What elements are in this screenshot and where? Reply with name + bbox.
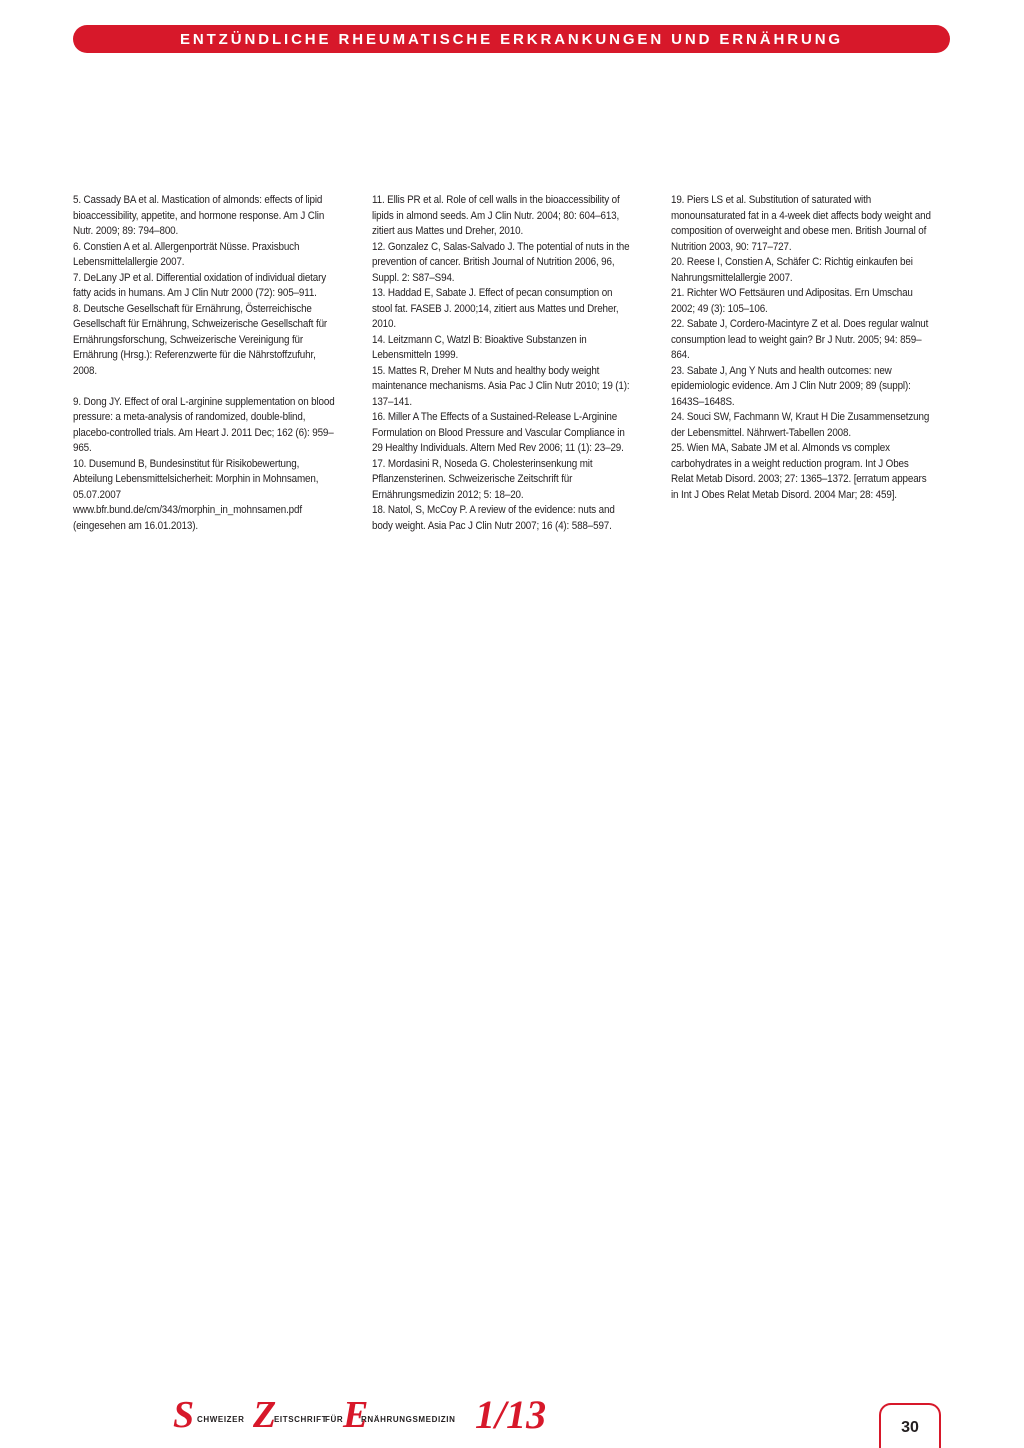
reference-item: 9. Dong JY. Effect of oral L-arginine supplementation on blood pressure: a meta-analysis of randomized, double-blind, placebo-controlled trials. Am Heart J. 2011 Dec; 162 (6): 959–965. (73, 395, 335, 454)
reference-item: 7. DeLany JP et al. Differential oxidation of individual dietary fatty acids in humans. Am J Clin Nutr 2000 (72): 905–911. (73, 271, 327, 299)
logo-word-zeitschrift: EITSCHRIFT (274, 1415, 328, 1424)
header-bar (73, 25, 950, 53)
reference-item: 24. Souci SW, Fachmann W, Kraut H Die Zusammensetzung der Lebensmittel. Nährwert-Tabellen 2008. (671, 411, 930, 439)
reference-item: 5. Cassady BA et al. Mastication of almonds: effects of lipid bioaccessibility, appetite, and hormone response. Am J Clin Nutr. 2009; 89: 794–800. (73, 194, 325, 237)
reference-item: 13. Haddad E, Sabate J. Effect of pecan consumption on stool fat. FASEB J. 2000;14, zitiert aus Mattes und Dreher, 2010. (372, 287, 619, 330)
reference-item: 21. Richter WO Fettsäuren und Adipositas. Ern Umschau 2002; 49 (3): 105–106. (671, 287, 913, 315)
reference-item: 15. Mattes R, Dreher M Nuts and healthy body weight maintenance mechanisms. Asia Pac J Clin Nutr 2010; 19 (1): 137–141. (372, 364, 630, 408)
reference-item: 20. Reese I, Constien A, Schäfer C: Richtig einkaufen bei Nahrungsmittelallergie 2007. (671, 256, 913, 284)
reference-column-3 (671, 193, 933, 503)
logo-word-fuer: FÜR (325, 1415, 344, 1424)
reference-item: 23. Sabate J, Ang Y Nuts and health outcomes: new epidemiologic evidence. Am J Clin Nutr 2009; 89 (suppl): 1643S–1648S. (671, 364, 911, 408)
reference-column-1 (73, 193, 335, 534)
reference-item: 19. Piers LS et al. Substitution of saturated with monounsaturated fat in a 4-week diet affects body weight and composition of overweight and obese men. British Journal of Nutrition 2003, 90: 717–727. (671, 194, 931, 253)
reference-item: 22. Sabate J, Cordero-Macintyre Z et al. Does regular walnut consumption lead to weight gain? Br J Nutr. 2005; 94: 859–864. (671, 318, 929, 361)
logo-letter-z: Z (253, 1394, 277, 1436)
logo-letter-s: S (173, 1394, 195, 1436)
logo-letter-e: E (343, 1394, 369, 1436)
reference-item: 16. Miller A The Effects of a Sustained-Release L-Arginine Formulation on Blood Pressure and Vascular Compliance in 29 Healthy Individuals. Altern Med Rev 2006; 11 (1): 23–29. (372, 411, 625, 454)
header-title: ENTZÜNDLICHE RHEUMATISCHE ERKRANKUNGEN UND ERNÄHRUNG (179, 30, 844, 48)
reference-item: 11. Ellis PR et al. Role of cell walls in the bioaccessibility of lipids in almond seeds. Am J Clin Nutr. 2004; 80: 604–613, zitiert aus Mattes und Dreher, 2010. (372, 194, 620, 237)
page-number: 30 (879, 1403, 941, 1448)
reference-item: 14. Leitzmann C, Watzl B: Bioaktive Substanzen in Lebensmitteln 1999. (372, 333, 587, 361)
logo-word-ernaehrungsmedizin: RNÄHRUNGSMEDIZIN (361, 1415, 456, 1424)
reference-item: 12. Gonzalez C, Salas-Salvado J. The potential of nuts in the prevention of cancer. British Journal of Nutrition 2006, 96, Suppl. 2: S87–S94. (372, 240, 630, 284)
reference-item: 25. Wien MA, Sabate JM et al. Almonds vs complex carbohydrates in a weight reduction program. Int J Obes Relat Metab Disord. 2003; 27: 1365–1372. [erratum appears in Int J Obes Relat Metab Disord. 2004 Mar; 28: 459]. (671, 442, 927, 501)
reference-column-2 (372, 193, 634, 534)
journal-logo (173, 1392, 673, 1442)
reference-item: 8. Deutsche Gesellschaft für Ernährung, Österreichische Gesellschaft für Ernährung, Schweizerische Gesellschaft für Ernährungsforschung, Schweizerische Vereinigung für Ernährung (Hrsg.): Referenzwerte für die Nährstoffzufuhr, 2008. (73, 302, 328, 377)
logo-word-schweizer: CHWEIZER (197, 1415, 245, 1424)
reference-item: 18. Natol, S, McCoy P. A review of the evidence: nuts and body weight. Asia Pac J Clin Nutr 2007; 16 (4): 588–597. (372, 504, 615, 532)
reference-item: 17. Mordasini R, Noseda G. Cholesterinsenkung mit Pflanzensterinen. Schweizerische Zeitschrift für Ernährungsmedizin 2012; 5: 18–20. (372, 457, 593, 501)
reference-item: 6. Constien A et al. Allergenporträt Nüsse. Praxisbuch Lebensmittelallergie 2007. (73, 240, 300, 268)
issue-number: 1/13 (475, 1392, 547, 1437)
reference-item: 10. Dusemund B, Bundesinstitut für Risikobewertung, Abteilung Lebensmittelsicherheit: Morphin in Mohnsamen, 05.07.2007 www.bfr.bund.de/cm/343/morphin_in_mohnsamen.pdf (eingesehen am 16.01.2013). (73, 457, 319, 532)
